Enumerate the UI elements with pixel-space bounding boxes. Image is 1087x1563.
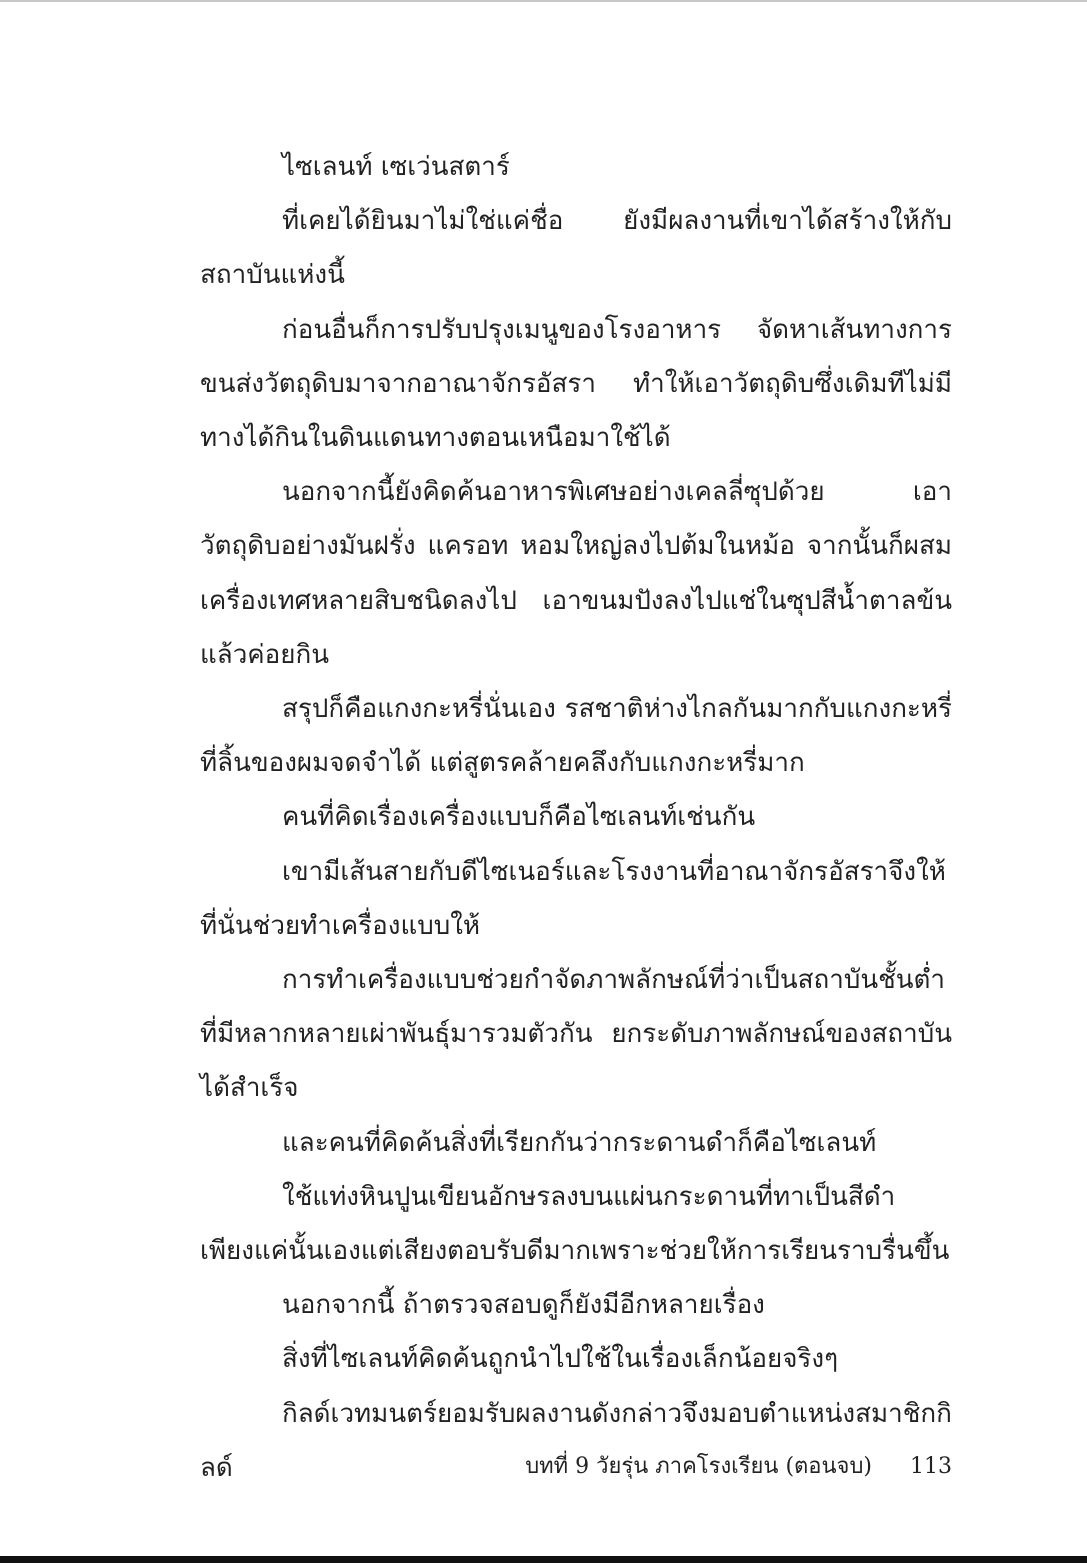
paragraph: การทำเครื่องแบบช่วยกำจัดภาพลักษณ์ที่ว่าเป็นสถาบันชั้นต่ำที่มีหลากหลายเผ่าพันธุ์มารวมตัวกัน ยกระดับภาพลักษณ์ของสถาบันได้สำเร็จ (200, 965, 952, 1104)
paragraph: ที่เคยได้ยินมาไม่ใช่แค่ชื่อ ยังมีผลงานที่เขาได้สร้างให้กับสถาบันแห่งนี้ (200, 206, 952, 291)
top-border (0, 0, 1087, 2)
paragraph: นอกจากนี้ ถ้าตรวจสอบดูก็ยังมีอีกหลายเรื่อง (282, 1290, 765, 1321)
page-footer (200, 1447, 952, 1487)
paragraph: เขามีเส้นสายกับดีไซเนอร์และโรงงานที่อาณาจักรอัสราจึงให้ที่นั่นช่วยทำเครื่องแบบให้ (200, 856, 946, 941)
bottom-border (0, 1556, 1087, 1563)
paragraph: ก่อนอื่นก็การปรับปรุงเมนูของโรงอาหาร จัดหาเส้นทางการขนส่งวัตถุดิบมาจากอาณาจักรอัสรา ทำให้เอาวัตถุดิบซึ่งเดิมทีไม่มีทางได้กินในดินแดนทางตอนเหนือมาใช้ได้ (200, 314, 952, 454)
paragraph: ไซเลนท์ เซเว่นสตาร์ (282, 152, 510, 182)
paragraph: กิลด์เวทมนตร์ยอมรับผลงานดังกล่าวจึงมอบตำแหน่งสมาชิกกิลด์ (200, 1398, 952, 1483)
paragraph: นอกจากนี้ยังคิดค้นอาหารพิเศษอย่างเคลลี่ซุปด้วย เอาวัตถุดิบอย่างมันฝรั่ง แครอท หอมใหญ่ลงไปต้มในหม้อ จากนั้นก็ผสมเครื่องเทศหลายสิบชนิดลงไป เอาขนมปังลงไปแช่ในซุปสีน้ำตาลข้นแล้วค่อยกิน (200, 477, 952, 670)
chapter-title: บทที่ 9 วัยรุ่น ภาคโรงเรียน (ตอนจบ) (525, 1454, 872, 1479)
paragraph: ใช้แท่งหินปูนเขียนอักษรลงบนแผ่นกระดานที่ทาเป็นสีดำ เพียงแค่นั้นเองแต่เสียงตอบรับดีมากเพราะช่วยให้การเรียนราบรื่นขึ้น (200, 1181, 950, 1267)
paragraph: สิ่งที่ไซเลนท์คิดค้นถูกนำไปใช้ในเรื่องเล็กน้อยจริงๆ (282, 1344, 839, 1375)
page-number: 113 (910, 1454, 952, 1479)
paragraph: คนที่คิดเรื่องเครื่องแบบก็คือไซเลนท์เช่นกัน (282, 802, 756, 833)
paragraph: และคนที่คิดค้นสิ่งที่เรียกกันว่ากระดานดำก็คือไซเลนท์ (282, 1127, 877, 1158)
paragraph: สรุปก็คือแกงกะหรี่นั่นเอง รสชาติห่างไกลกันมากกับแกงกะหรี่ที่ลิ้นของผมจดจำได้ แต่สูตรคล้ายคลึงกับแกงกะหรี่มาก (200, 694, 952, 779)
page-body (200, 140, 952, 1495)
